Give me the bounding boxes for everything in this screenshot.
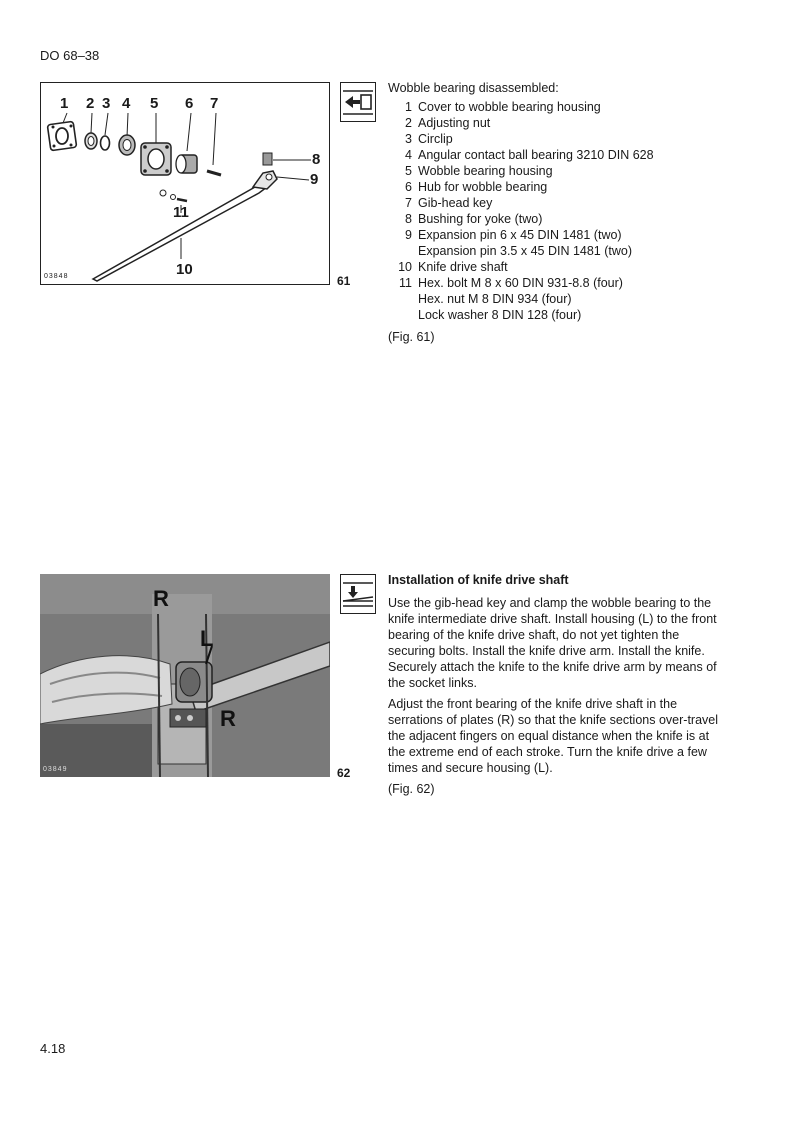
- item-number: 5: [405, 164, 412, 178]
- item-number: 3: [405, 132, 412, 146]
- callout-6: 6: [185, 95, 194, 112]
- figure-62-reference: (Fig. 62): [388, 782, 435, 796]
- callout-11: 11: [173, 204, 189, 221]
- item-number: 2: [405, 116, 412, 130]
- item-number: 9: [405, 228, 412, 242]
- item-text: Knife drive shaft: [418, 260, 508, 274]
- figure-61-number: 61: [337, 274, 351, 288]
- callout-4: 4: [122, 95, 131, 112]
- item-text: Expansion pin 3.5 x 45 DIN 1481 (two): [418, 244, 633, 258]
- item-text: Hex. bolt M 8 x 60 DIN 931-8.8 (four): [418, 276, 623, 290]
- figure-61-diagram: [40, 82, 330, 285]
- list-item: [388, 179, 768, 195]
- item-text: Hub for wobble bearing: [418, 180, 548, 194]
- page-number: 4.18: [40, 1041, 66, 1056]
- callout-5: 5: [150, 95, 159, 112]
- figure-61-image-code: 03848: [44, 273, 69, 280]
- item-text: Bushing for yoke (two): [418, 212, 543, 226]
- item-number: 7: [405, 196, 412, 210]
- installation-paragraph-2: Adjust the front bearing of the knife drive shaft in the serrations of plates (R) so that the knife sections over-travel the adjacent fingers on equal distance when the knife is at the extreme end of each stroke. Turn the knife drive a few times and secure housing (L).: [388, 697, 719, 775]
- figure-61-reference: (Fig. 61): [388, 330, 435, 344]
- document-code: DO 68–38: [40, 48, 100, 63]
- item-number: 4: [405, 148, 412, 162]
- item-text: Expansion pin 6 x 45 DIN 1481 (two): [418, 228, 622, 242]
- installation-icon: [340, 574, 376, 614]
- item-number: [388, 307, 412, 323]
- list-item: [388, 131, 768, 147]
- list-item: [388, 195, 768, 211]
- list-item: [388, 275, 768, 291]
- installation-paragraph-1: Use the gib-head key and clamp the wobble bearing to the knife intermediate drive shaft. Install housing (L) to the front bearing of the knife drive shaft, do not yet tighten the securing bolts. Install the knife drive arm. Install the knife. Securely attach the knife to the knife drive arm by means of the socket links.: [388, 596, 717, 690]
- item-text: Gib-head key: [418, 196, 493, 210]
- figure-62-photo: [40, 574, 330, 777]
- photo-label-r-bottom: R: [220, 706, 236, 731]
- installation-photo-drawing: [40, 574, 330, 777]
- photo-label-r-top: R: [153, 586, 169, 611]
- list-item: [388, 99, 768, 115]
- item-number: 8: [405, 212, 412, 226]
- callout-10: 10: [176, 261, 193, 278]
- callout-9: 9: [310, 171, 319, 188]
- parts-list: [388, 80, 768, 345]
- item-text: Adjusting nut: [418, 116, 491, 130]
- parts-list-heading: Wobble bearing disassembled:: [388, 81, 559, 95]
- callout-1: 1: [60, 95, 69, 112]
- item-text: Hex. nut M 8 DIN 934 (four): [418, 292, 572, 306]
- item-number: 11: [399, 276, 412, 290]
- disassembly-icon: [340, 82, 376, 122]
- item-text: Lock washer 8 DIN 128 (four): [418, 308, 582, 322]
- item-text: Wobble bearing housing: [418, 164, 553, 178]
- callout-7: 7: [210, 95, 219, 112]
- photo-label-l: L: [200, 626, 214, 651]
- figure-62-number: 62: [337, 766, 351, 780]
- item-number: [388, 291, 412, 307]
- list-item: [388, 307, 768, 323]
- list-item: [388, 163, 768, 179]
- item-text: Angular contact ball bearing 3210 DIN 628: [418, 148, 654, 162]
- item-number: [388, 243, 412, 259]
- list-item: [388, 211, 768, 227]
- callout-8: 8: [312, 151, 321, 168]
- wobble-bearing-exploded-drawing: [41, 83, 331, 286]
- item-text: Circlip: [418, 132, 453, 146]
- callout-2: 2: [86, 95, 95, 112]
- list-item: [388, 259, 768, 275]
- figure-62-image-code: 03849: [43, 766, 68, 773]
- list-item: [388, 243, 768, 259]
- list-item: [388, 227, 768, 243]
- callout-3: 3: [102, 95, 111, 112]
- section-title: Installation of knife drive shaft: [388, 573, 569, 587]
- item-number: 10: [398, 260, 412, 274]
- item-number: 1: [405, 100, 412, 114]
- item-text: Cover to wobble bearing housing: [418, 100, 601, 114]
- installation-section: [388, 572, 724, 802]
- list-item: [388, 115, 768, 131]
- item-number: 6: [405, 180, 412, 194]
- list-item: [388, 147, 768, 163]
- list-item: [388, 291, 768, 307]
